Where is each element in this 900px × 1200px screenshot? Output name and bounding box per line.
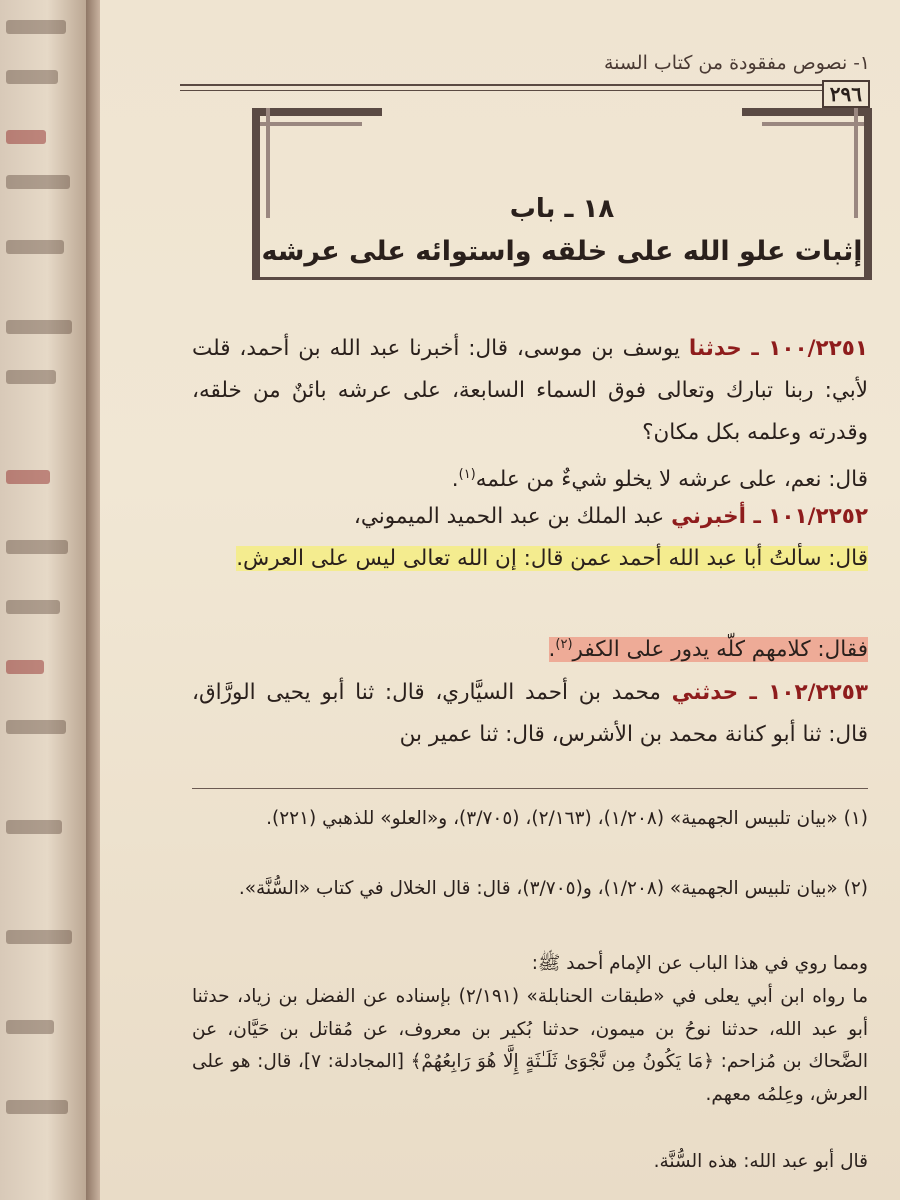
- facing-text-line: [6, 540, 68, 554]
- hadith-text: محمد بن أحمد السيَّاري، قال: ثنا أبو يحيى الورَّاق، قال: ثنا أبو كنانة محمد بن الأشرس، قال: ثنا عمير بن: [192, 680, 868, 747]
- chapter-title: إثبات علو الله على خلقه واستوائه على عرشه: [261, 236, 863, 267]
- hadith-paragraph: [192, 328, 868, 454]
- footnote-marker: (١): [458, 467, 476, 482]
- hadith-paragraph: [192, 672, 868, 756]
- pink-highlight: فقال: كلامهم كلّه يدور على الكفر$^{(٢)}$.: [548, 637, 868, 663]
- facing-text-line: [6, 470, 50, 484]
- facing-text-line: [6, 720, 66, 734]
- frame-corner-bar: [252, 108, 382, 116]
- chapter-title-frame: [252, 108, 872, 280]
- facing-text-line: [6, 1020, 54, 1034]
- footnote-marker: (٢): [555, 637, 573, 652]
- hadith-text: يوسف بن موسى، قال: أخبرنا عبد الله بن أحمد، قلت لأبي: ربنا تبارك وتعالى فوق السماء السابعة، على عرشه بائنٌ من خلقه، وقدرته وعلمه بكل مكان؟: [192, 336, 868, 445]
- facing-text-line: [6, 1100, 68, 1114]
- hadith-ref: ١٠٢/٢٢٥٣ ـ حدثني: [671, 680, 869, 705]
- note-body: ما رواه ابن أبي يعلى في «طبقات الحنابلة» (٢/١٩١) بإسناده عن الفضل بن زياد، حدثنا أبو عبد الله، حدثنا نوحُ بن ميمون، حدثنا بُكير بن معروف، عن مُقاتل بن حَيَّان، عن الضَّحاك بن مُزاحم: ﴿مَا يَكُونُ مِن نَّجْوَىٰ ثَلَـٰثَةٍ إِلَّا هُوَ رَابِعُهُمْ﴾ [المجادلة: ٧]، قال: هو على العرش، وعِلمُه معهم.: [192, 986, 868, 1105]
- note-intro: ومما روي في هذا الباب عن الإمام أحمد ﷺ:: [531, 953, 868, 974]
- page-number: ٢٩٦: [822, 80, 870, 108]
- facing-text-line: [6, 370, 56, 384]
- footnote-2: (٢) «بيان تلبيس الجهمية» (١/٢٠٨)، و(٣/٧٠٥)، قال: قال الخلال في كتاب «السُّنَّة».: [238, 878, 868, 899]
- facing-text-line: [6, 175, 70, 189]
- book-gutter: [86, 0, 100, 1200]
- facing-text-line: [6, 660, 44, 674]
- facing-text-line: [6, 320, 72, 334]
- hadith-ref: ١٠١/٢٢٥٢ ـ أخبرني: [671, 504, 868, 529]
- facing-text-line: [6, 20, 66, 34]
- highlighted-question: [192, 538, 868, 580]
- highlighted-answer: [192, 624, 868, 671]
- facing-text-line: [6, 70, 58, 84]
- hadith-text: عبد الملك بن عبد الحميد الميموني،: [353, 504, 672, 529]
- facing-text-line: [6, 930, 72, 944]
- running-head: ١- نصوص مفقودة من كتاب السنة: [603, 52, 870, 74]
- footnote-rule: [192, 788, 868, 789]
- yellow-highlight: قال: سألتُ أبا عبد الله أحمد عمن قال: إن الله تعالى ليس على العرش.: [236, 546, 868, 571]
- facing-text-line: [6, 130, 46, 144]
- hadith-answer: قال: نعم، على عرشه لا يخلو شيءٌ من علمه$^{(١)}$.: [451, 467, 868, 493]
- facing-text-line: [6, 240, 64, 254]
- frame-bottom-rule: [252, 277, 872, 280]
- note-closing: قال أبو عبد الله: هذه السُّنَّة.: [653, 1151, 868, 1172]
- facing-text-line: [6, 600, 60, 614]
- facing-text-line: [6, 820, 62, 834]
- hadith-ref: ١٠٠/٢٢٥١ ـ حدثنا: [688, 336, 868, 361]
- facing-page: [0, 0, 86, 1200]
- book-page: [100, 0, 900, 1200]
- hadith-paragraph: [192, 496, 868, 538]
- header-rule-thin: [180, 90, 870, 91]
- frame-corner-bar: [742, 108, 872, 116]
- header-rule: [180, 84, 870, 86]
- footnote-1: (١) «بيان تلبيس الجهمية» (١/٢٠٨)، (٢/١٦٣)، (٣/٧٠٥)، و«العلو» للذهبي (٢٢١).: [266, 808, 868, 829]
- chapter-number: ١٨ ـ باب: [509, 194, 615, 224]
